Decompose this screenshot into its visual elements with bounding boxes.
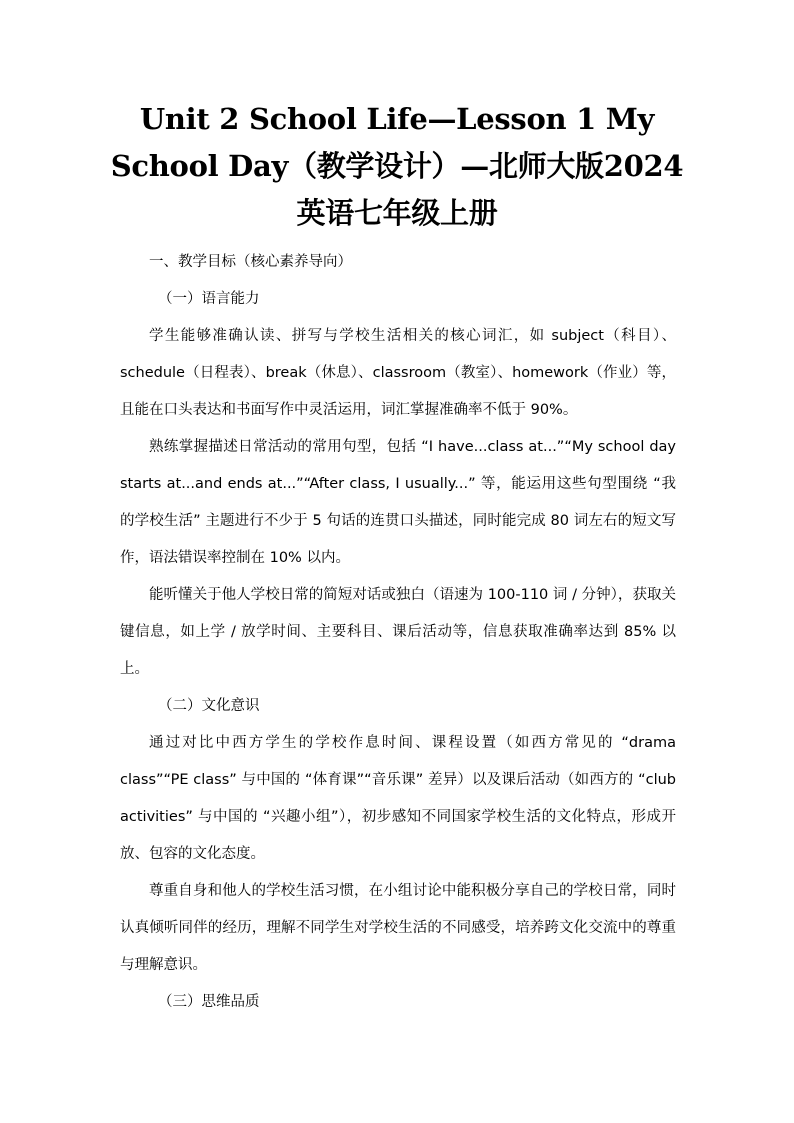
- paragraph-listening: 能听懂关于他人学校日常的简短对话或独白（语速为 100-110 词 / 分钟），获取关键信息，如上学 / 放学时间、主要科目、课后活动等，信息获取准确率达到 85% 以上。: [120, 587, 676, 677]
- paragraph-sentence-patterns: 熟练掌握描述日常活动的常用句型，包括 “I have...class at...”“My school day starts at...and ends at...”“After class, I usually...” 等，能运用这些句型围绕 “我的学校生活” 主题进行不少于 5 句话的连贯口头描述，同时能完成 80 词左右的短文写作，语法错误率控制在 10% 以内。: [120, 439, 676, 566]
- document-body: [120, 244, 676, 1021]
- paragraph-respect: 尊重自身和他人的学校生活习惯，在小组讨论中能积极分享自己的学校日常，同时认真倾听同伴的经历，理解不同学生对学校生活的不同感受，培养跨文化交流中的尊重与理解意识。: [120, 883, 676, 973]
- subsection-heading-language: （一）语言能力: [158, 291, 260, 307]
- subsection-heading-culture: （二）文化意识: [158, 698, 260, 714]
- paragraph-culture-comparison: 通过对比中西方学生的学校作息时间、课程设置（如西方常见的 “drama class”“PE class” 与中国的 “体育课”“音乐课” 差异）以及课后活动（如西方的 “club activities” 与中国的 “兴趣小组”），初步感知不同国家学校生活的文化特点，形成开放、包容的文化态度。: [120, 735, 676, 862]
- document-title: Unit 2 School Life—Lesson 1 My School Day（教学设计）—北师大版2024英语七年级上册: [110, 102, 684, 230]
- paragraph-vocabulary: 学生能够准确认读、拼写与学校生活相关的核心词汇，如 subject（科目）、schedule（日程表）、break（休息）、classroom（教室）、homework（作业）等，且能在口头表达和书面写作中灵活运用，词汇掌握准确率不低于 90%。: [120, 328, 676, 418]
- section-heading-objectives: 一、教学目标（核心素养导向）: [149, 254, 352, 270]
- subsection-heading-thinking: （三）思维品质: [158, 994, 260, 1010]
